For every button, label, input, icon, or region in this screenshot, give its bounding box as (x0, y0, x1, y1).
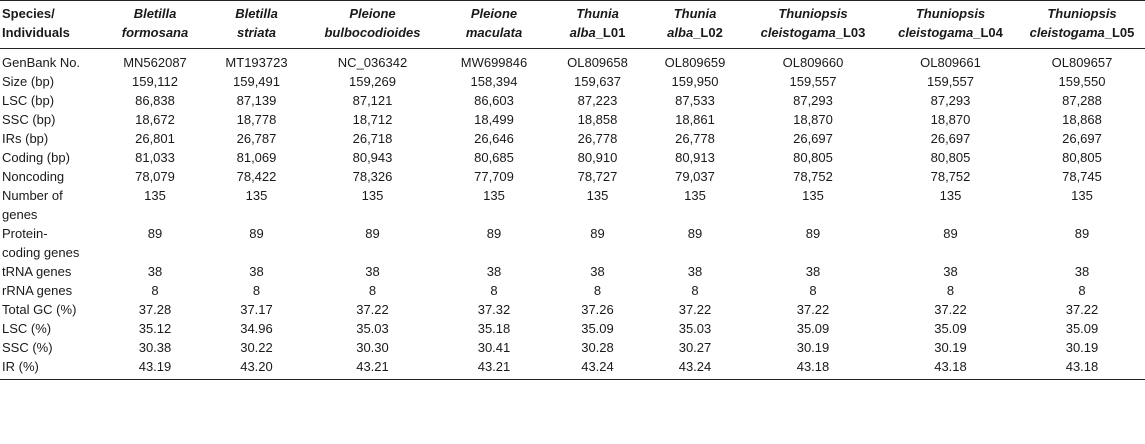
row-label: Size (bp) (2, 74, 55, 89)
table-cell: 135 (1071, 188, 1093, 203)
table-cell: 159,637 (574, 74, 621, 89)
table-cell: 35.09 (934, 321, 967, 336)
row-label: Coding (bp) (2, 150, 70, 165)
table-cell: 89 (147, 226, 163, 241)
table-cell: MW699846 (460, 55, 528, 70)
table-cell: 135 (144, 188, 166, 203)
table-cell: 77,709 (474, 169, 514, 184)
table-cell: OL809661 (920, 55, 981, 70)
header-col: Thunia alba_L01 (569, 6, 626, 40)
table-cell: 43.24 (581, 359, 614, 374)
table-cell: 37.32 (477, 302, 511, 317)
table-cell: 8 (691, 283, 699, 298)
table-cell: 78,752 (793, 169, 833, 184)
table-cell: 87,293 (793, 93, 833, 108)
table-cell: 89 (249, 226, 264, 241)
table-cell: 159,112 (131, 74, 179, 89)
table-cell: 30.27 (678, 340, 712, 355)
table-cell: 35.09 (796, 321, 830, 336)
table-cell: 26,646 (474, 131, 514, 146)
table-cell: 80,805 (1062, 150, 1102, 165)
table-cell: 35.03 (356, 321, 389, 336)
table-cell: 18,861 (675, 112, 715, 127)
table-cell: 158,394 (470, 74, 518, 89)
table-row (0, 110, 1145, 129)
table-cell: 135 (361, 188, 384, 203)
row-label: LSC (%) (2, 321, 52, 336)
row-label: LSC (bp) (2, 93, 55, 108)
table-cell: 30.19 (796, 340, 830, 355)
table-cell: 135 (684, 188, 706, 203)
table-cell: 86,603 (474, 93, 514, 108)
table-cell: 38 (249, 264, 264, 279)
header-col: Thuniopsis cleistogama_L03 (760, 6, 866, 40)
table-cell: 37.22 (934, 302, 967, 317)
row-label: SSC (bp) (2, 112, 56, 127)
table-cell: 37.22 (796, 302, 830, 317)
table-cell: 18,870 (930, 112, 971, 127)
table-cell: 78,727 (577, 169, 618, 184)
row-label: Noncoding (2, 169, 65, 184)
table-cell: 38 (943, 264, 958, 279)
table-cell: 135 (245, 188, 268, 203)
table-cell: 135 (586, 188, 609, 203)
table-cell: 89 (486, 226, 502, 241)
table-cell: OL809660 (782, 55, 844, 70)
table-cell: 159,491 (233, 74, 280, 89)
table-cell: 87,139 (236, 93, 277, 108)
table-cell: 37.22 (356, 302, 389, 317)
table-cell: 89 (365, 226, 380, 241)
table-cell: 8 (252, 283, 261, 298)
table-cell: 30.28 (581, 340, 614, 355)
table-cell: 37.22 (1065, 302, 1099, 317)
table-cell: 43.18 (1065, 359, 1099, 374)
header-col: Pleione bulbocodioides (324, 6, 421, 40)
table-cell: OL809657 (1051, 55, 1113, 70)
row-label: GenBank No. (2, 55, 81, 70)
table-row (0, 91, 1145, 110)
table-cell: 26,697 (1062, 131, 1102, 146)
table-cell: 38 (1074, 264, 1090, 279)
table-row (0, 129, 1145, 148)
table-cell: 8 (809, 283, 817, 298)
table-row (0, 186, 1145, 224)
table-cell: 80,943 (352, 150, 393, 165)
row-label: rRNA genes (2, 283, 73, 298)
table-cell: 89 (687, 226, 703, 241)
table-cell: MN562087 (123, 55, 187, 70)
row-label: IR (%) (2, 359, 39, 374)
table-row (0, 262, 1145, 281)
row-label: Protein- coding genes (2, 226, 80, 260)
table-cell: 26,778 (577, 131, 618, 146)
table-cell: 87,223 (577, 93, 618, 108)
table-row (0, 148, 1145, 167)
table-cell: 78,079 (135, 169, 175, 184)
table-cell: 26,697 (793, 131, 833, 146)
table-cell: 18,868 (1062, 112, 1102, 127)
table-cell: 37.17 (240, 302, 273, 317)
table-cell: 80,805 (930, 150, 971, 165)
row-label: tRNA genes (2, 264, 72, 279)
table-cell: 8 (1078, 283, 1086, 298)
table-body (0, 49, 1145, 380)
table-cell: 43.18 (796, 359, 830, 374)
header-col: Thuniopsis cleistogama_L05 (1029, 6, 1135, 40)
table-cell: 135 (483, 188, 505, 203)
table-cell: 89 (805, 226, 821, 241)
table-cell: 38 (687, 264, 703, 279)
table-cell: 30.38 (138, 340, 172, 355)
table-cell: 18,672 (135, 112, 175, 127)
header-row (0, 1, 1145, 49)
table-cell: 26,778 (675, 131, 715, 146)
table-cell: OL809659 (664, 55, 726, 70)
table-cell: 35.12 (138, 321, 172, 336)
table-cell: 18,712 (352, 112, 393, 127)
table-cell: 37.28 (138, 302, 172, 317)
table-row (0, 224, 1145, 262)
table-cell: 18,499 (474, 112, 514, 127)
table-cell: 159,950 (671, 74, 719, 89)
table-row (0, 72, 1145, 91)
table-row (0, 357, 1145, 380)
table-cell: 18,870 (793, 112, 833, 127)
table-cell: 26,697 (930, 131, 971, 146)
table-cell: 26,718 (352, 131, 393, 146)
table-cell: 81,033 (135, 150, 175, 165)
table-cell: 8 (151, 283, 159, 298)
table-cell: 159,269 (349, 74, 396, 89)
table-cell: 38 (486, 264, 502, 279)
table-row (0, 281, 1145, 300)
table-cell: 35.09 (1065, 321, 1099, 336)
table-cell: 18,858 (577, 112, 618, 127)
table-cell: 38 (805, 264, 821, 279)
table-cell: 26,787 (236, 131, 277, 146)
table-cell: 80,910 (577, 150, 618, 165)
table-cell: 30.30 (356, 340, 389, 355)
table-row (0, 319, 1145, 338)
table-cell: 78,752 (930, 169, 971, 184)
table-cell: 80,913 (675, 150, 715, 165)
table-cell: 37.22 (678, 302, 712, 317)
table-cell: 38 (147, 264, 163, 279)
table-cell: 34.96 (240, 321, 273, 336)
header-col: Pleione maculata (465, 6, 523, 40)
table-cell: 89 (943, 226, 958, 241)
table-cell: 35.03 (678, 321, 712, 336)
table-cell: 18,778 (236, 112, 277, 127)
table-cell: 159,550 (1058, 74, 1106, 89)
table-cell: 38 (365, 264, 380, 279)
table-cell: 35.18 (477, 321, 511, 336)
table-cell: 43.18 (934, 359, 967, 374)
table-cell: 43.21 (356, 359, 389, 374)
table-cell: 43.19 (138, 359, 172, 374)
table-cell: 86,838 (135, 93, 175, 108)
table-cell: 35.09 (581, 321, 614, 336)
table-row (0, 53, 1145, 72)
table-cell: NC_036342 (337, 55, 408, 70)
table-cell: 43.20 (240, 359, 273, 374)
header-col: Bletilla striata (235, 6, 278, 40)
table-cell: 87,293 (930, 93, 971, 108)
table-cell: 78,422 (236, 169, 277, 184)
row-label: Total GC (%) (2, 302, 77, 317)
table-cell: 135 (802, 188, 824, 203)
table-cell: 30.41 (477, 340, 511, 355)
table-cell: 87,121 (352, 93, 393, 108)
table-cell: 87,288 (1062, 93, 1102, 108)
header-species-individuals: Species/ Individuals (2, 6, 70, 40)
table-cell: 26,801 (135, 131, 175, 146)
table-cell: 8 (490, 283, 498, 298)
table-row (0, 167, 1145, 186)
table-cell: 8 (593, 283, 602, 298)
table-cell: 87,533 (675, 93, 715, 108)
table-cell: 30.19 (1065, 340, 1099, 355)
table-cell: 43.24 (678, 359, 712, 374)
table-row (0, 300, 1145, 319)
table-cell: 8 (946, 283, 955, 298)
table-cell: 79,037 (675, 169, 715, 184)
table-cell: 81,069 (236, 150, 277, 165)
table-cell: 80,805 (793, 150, 833, 165)
table-cell: 159,557 (789, 74, 837, 89)
table-cell: 38 (590, 264, 605, 279)
row-label: Number of genes (2, 188, 63, 222)
table-cell: 37.26 (581, 302, 614, 317)
header-col: Thuniopsis cleistogama_L04 (898, 6, 1003, 40)
table-cell: 159,557 (927, 74, 974, 89)
table-cell: OL809658 (567, 55, 628, 70)
row-label: SSC (%) (2, 340, 53, 355)
table-cell: 89 (1074, 226, 1090, 241)
header-col: Thunia alba_L02 (667, 6, 723, 40)
table-cell: 80,685 (474, 150, 514, 165)
table-cell: 89 (590, 226, 605, 241)
table-cell: 30.22 (240, 340, 273, 355)
table-cell: 30.19 (934, 340, 967, 355)
table-row (0, 338, 1145, 357)
table-cell: 78,745 (1062, 169, 1102, 184)
table-cell: MT193723 (225, 55, 288, 70)
row-label: IRs (bp) (2, 131, 49, 146)
table-cell: 43.21 (477, 359, 511, 374)
table-cell: 8 (368, 283, 377, 298)
header-col: Bletilla formosana (121, 6, 189, 40)
table-cell: 135 (939, 188, 962, 203)
table-cell: 78,326 (352, 169, 393, 184)
